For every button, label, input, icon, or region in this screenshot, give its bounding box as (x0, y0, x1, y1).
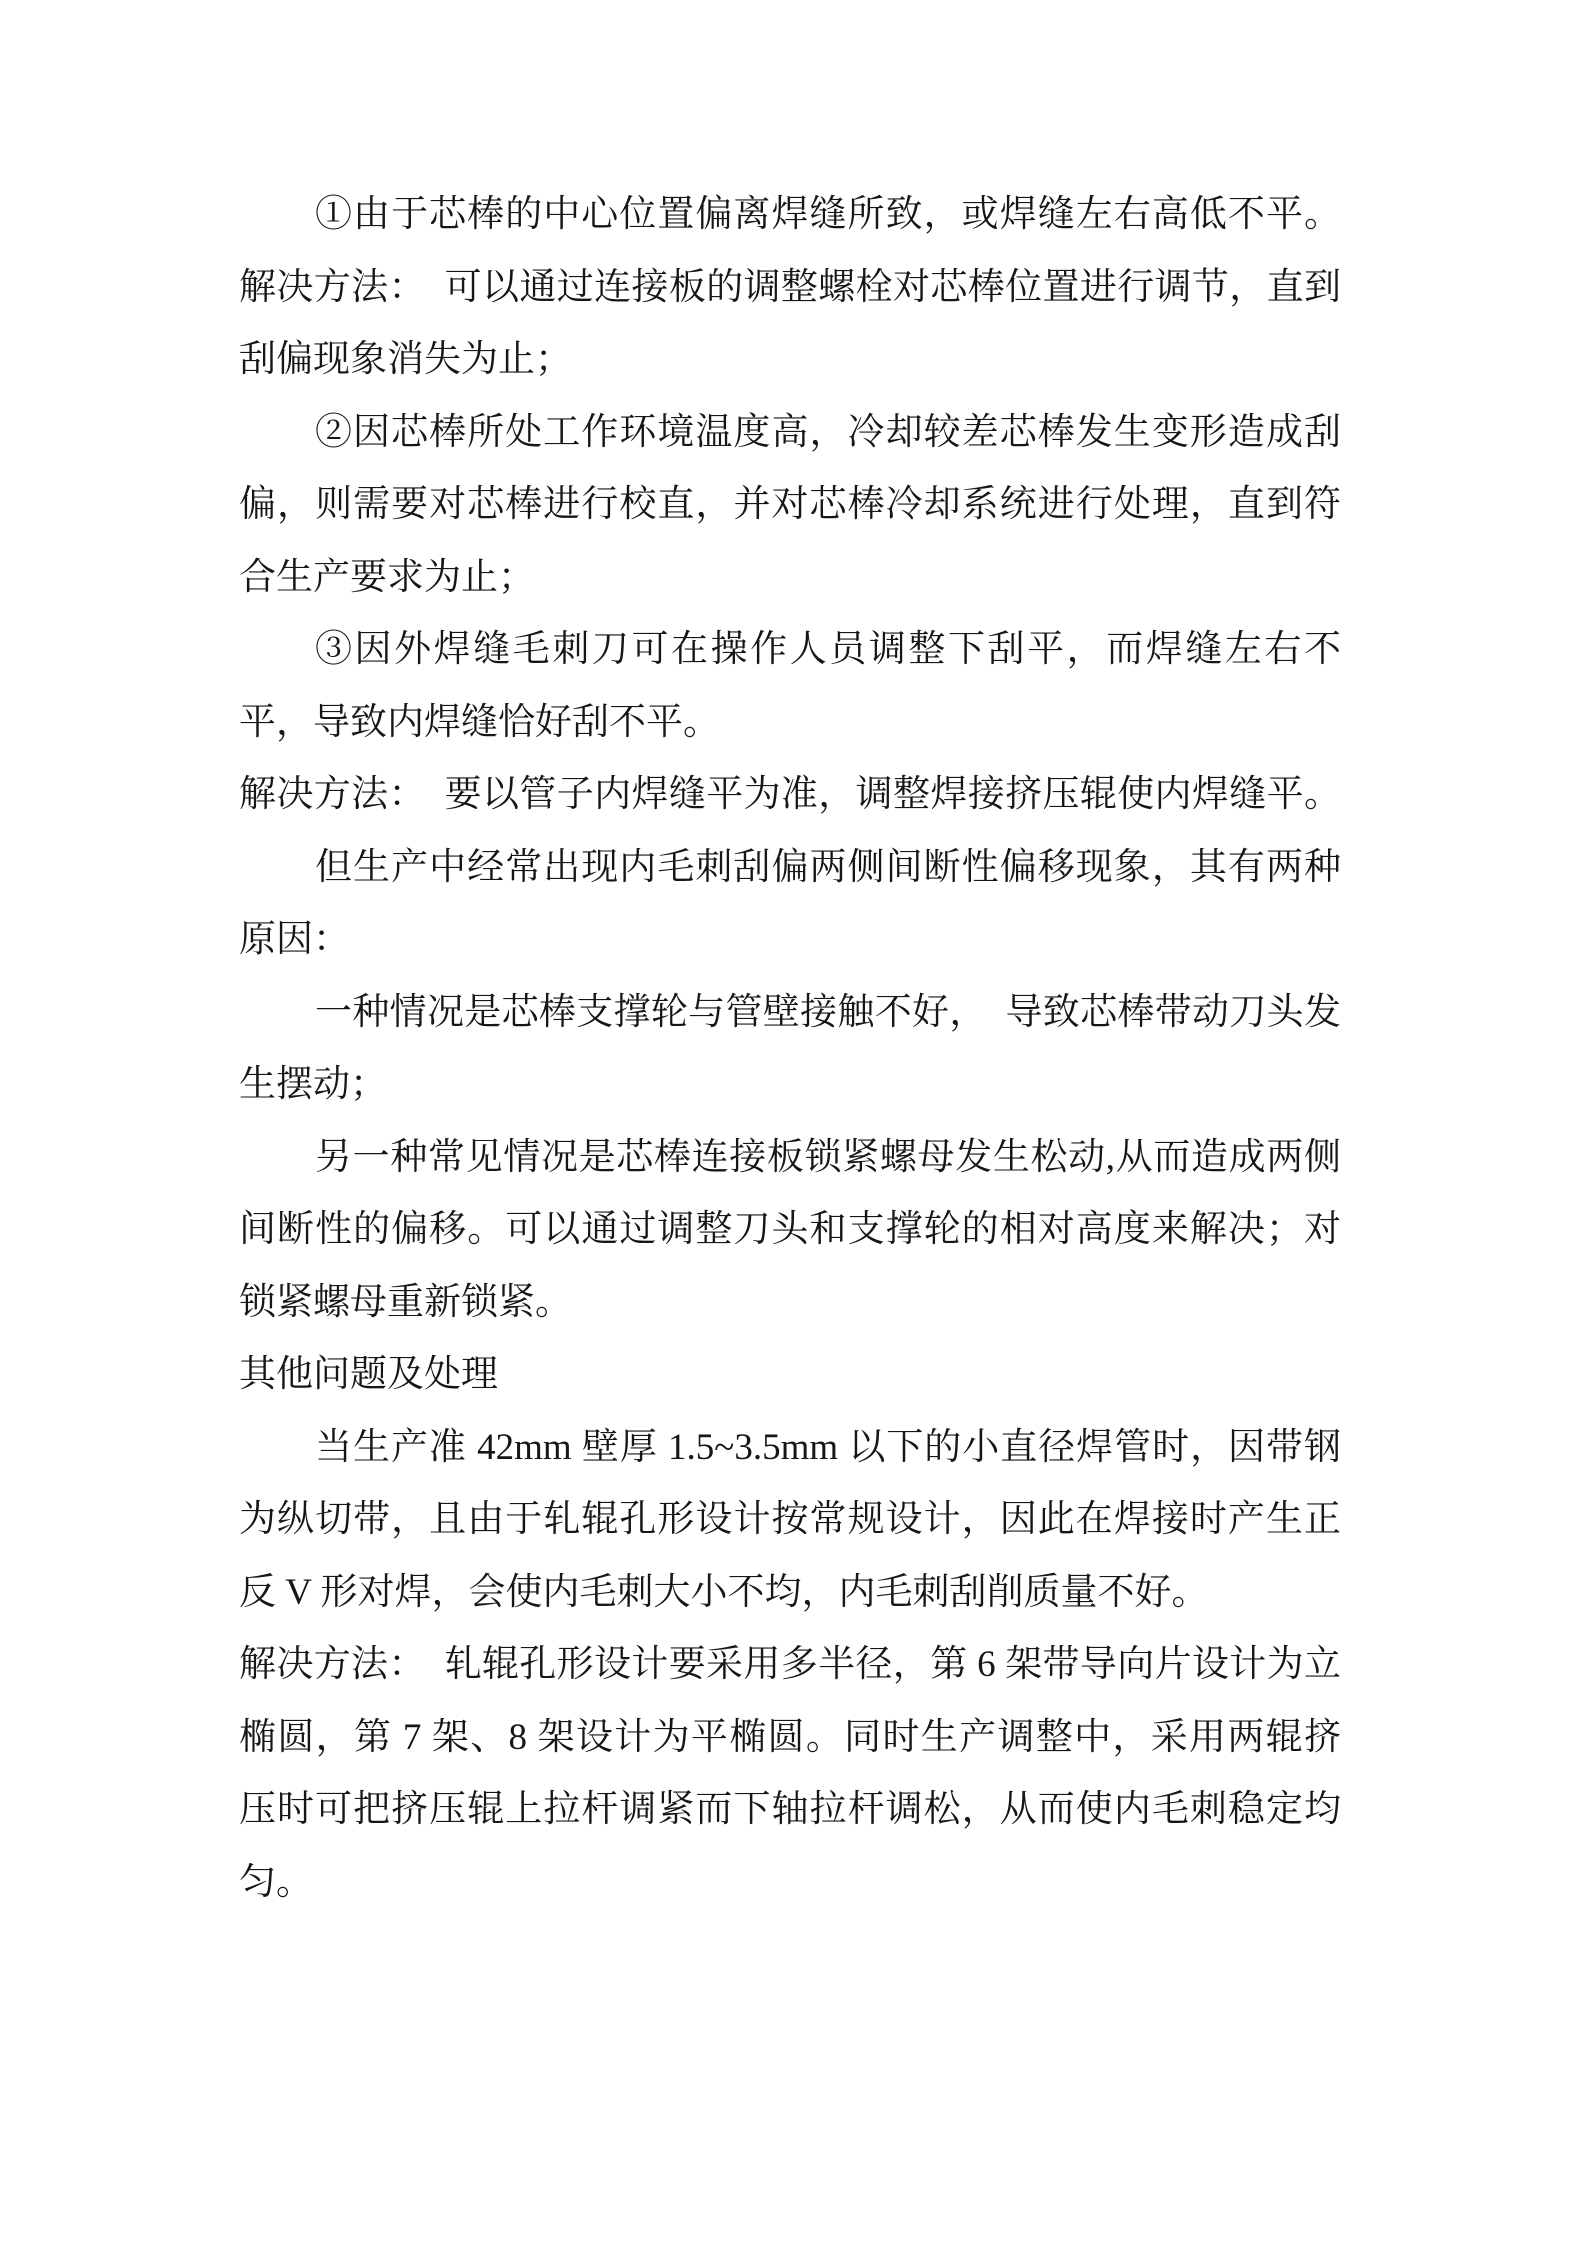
text-line: 椭圆，第 7 架、8 架设计为平椭圆。同时生产调整中，采用两辊挤 (239, 1716, 1341, 1758)
text-line: 刮偏现象消失为止； (239, 339, 572, 380)
text-line: ①由于芯棒的中心位置偏离焊缝所致，或焊缝左右高低不平。 (315, 194, 1341, 235)
text-line: 解决方法： 轧辊孔形设计要采用多半径，第 6 架带导向片设计为立 (239, 1644, 1341, 1685)
text-line: 生摆动； (239, 1064, 387, 1105)
text-line: 当生产准 42mm 壁厚 1.5~3.5mm 以下的小直径焊管时，因带钢 (315, 1426, 1341, 1468)
text-line: 为纵切带，且由于轧辊孔形设计按常规设计，因此在焊接时产生正 (239, 1499, 1341, 1540)
text-line: 但生产中经常出现内毛刺刮偏两侧间断性偏移现象，其有两种 (315, 846, 1341, 888)
text-line: 平，导致内焊缝恰好刮不平。 (239, 701, 720, 743)
text-line: 解决方法： 可以通过连接板的调整螺栓对芯棒位置进行调节，直到 (239, 266, 1341, 308)
text-line: 反 V 形对焊，会使内毛刺大小不均，内毛刺刮削质量不好。 (239, 1571, 1209, 1613)
text-line: 解决方法： 要以管子内焊缝平为准，调整焊接挤压辊使内焊缝平。 (239, 774, 1341, 815)
text-line: 间断性的偏移。可以通过调整刀头和支撑轮的相对高度来解决；对 (239, 1209, 1341, 1250)
text-line: ②因芯棒所处工作环境温度高，冷却较差芯棒发生变形造成刮 (315, 411, 1341, 453)
text-line: 合生产要求为止； (239, 556, 535, 598)
text-line: 其他问题及处理 (239, 1354, 498, 1395)
text-line: 偏，则需要对芯棒进行校直，并对芯棒冷却系统进行处理，直到符 (239, 484, 1341, 525)
text-line: 压时可把挤压辊上拉杆调紧而下轴拉杆调松，从而使内毛刺稳定均 (239, 1789, 1341, 1830)
text-line: 匀。 (239, 1861, 313, 1903)
text-line: 原因： (239, 919, 350, 960)
text-block (239, 179, 1341, 1919)
text-line: ③因外焊缝毛刺刀可在操作人员调整下刮平，而焊缝左右不 (315, 629, 1341, 670)
text-line: 一种情况是芯棒支撑轮与管壁接触不好， 导致芯棒带动刀头发 (315, 991, 1341, 1033)
text-line: 另一种常见情况是芯棒连接板锁紧螺母发生松动,从而造成两侧 (315, 1136, 1341, 1178)
text-line: 锁紧螺母重新锁紧。 (239, 1281, 572, 1323)
